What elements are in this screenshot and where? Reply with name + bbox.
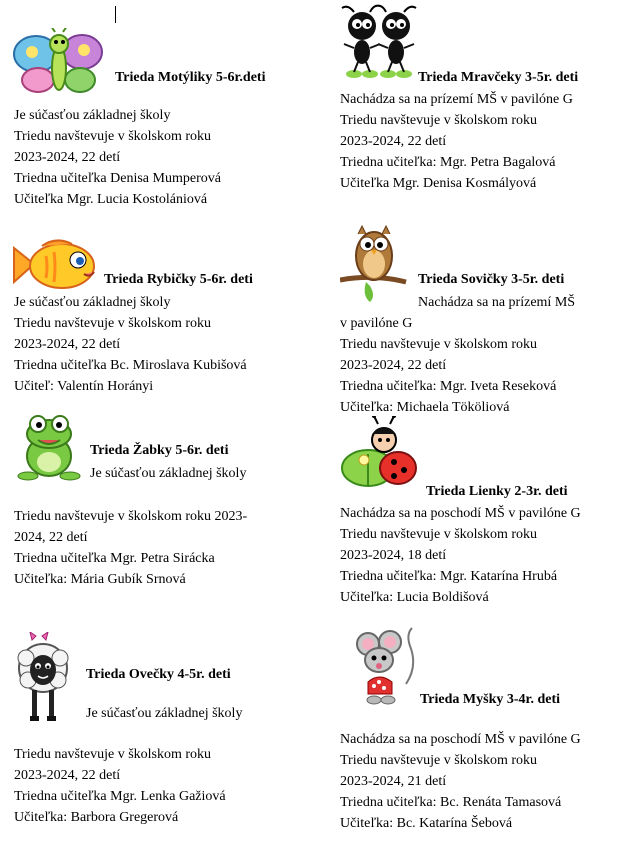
class-line: Triedu navštevuje v školskom roku <box>340 527 538 542</box>
class-line: 2023-2024, 22 detí <box>340 358 447 373</box>
class-line: Učiteľka: Michaela Tököliová <box>340 400 510 415</box>
sheep-icon <box>14 632 72 724</box>
class-line: Nachádza sa na prízemí MŠ v pavilóne G <box>340 92 573 107</box>
class-line: Učiteľka: Mária Gubík Srnová <box>14 572 186 587</box>
class-line: Triedu navštevuje v školskom roku <box>14 316 212 331</box>
class-title: Trieda Sovičky 3-5r. deti <box>418 272 565 287</box>
class-line: 2023-2024, 22 detí <box>14 768 121 783</box>
class-title: Trieda Žabky 5-6r. deti <box>90 443 229 458</box>
class-line: Triedu navštevuje v školskom roku <box>14 747 212 762</box>
class-line: Triedna učiteľka Denisa Mumperová <box>14 171 221 186</box>
fish-icon <box>12 236 102 294</box>
class-title: Trieda Myšky 3-4r. deti <box>420 692 560 707</box>
class-title: Trieda Ovečky 4-5r. deti <box>86 667 231 682</box>
class-line: Učiteľka Mgr. Denisa Kosmályová <box>340 176 537 191</box>
class-title: Trieda Mravčeky 3-5r. deti <box>418 70 579 85</box>
class-line: Nachádza sa na poschodí MŠ v pavilóne G <box>340 506 581 521</box>
class-line: 2023-2024, 18 detí <box>340 548 447 563</box>
class-line: 2023-2024, 22 detí <box>340 134 447 149</box>
frog-icon <box>16 412 82 482</box>
class-line: Triedna učiteľka Mgr. Lenka Gažiová <box>14 789 226 804</box>
class-line: Je súčasťou základnej školy <box>14 295 171 310</box>
class-line: Triedu navštevuje v školskom roku <box>340 337 538 352</box>
class-line: Triedna učiteľka Mgr. Petra Sirácka <box>14 551 215 566</box>
class-line: Učiteľka: Lucia Boldišová <box>340 590 489 605</box>
ladybug-icon <box>340 416 420 492</box>
class-line: Nachádza sa na poschodí MŠ v pavilóne G <box>340 732 581 747</box>
class-line: 2023-2024, 21 detí <box>340 774 447 789</box>
butterfly-icon <box>12 28 104 98</box>
class-title: Trieda Motýliky 5-6r.deti <box>115 70 266 85</box>
class-line: Triedna učiteľka: Mgr. Petra Bagalová <box>340 155 556 170</box>
class-title: Trieda Lienky 2-3r. deti <box>426 484 568 499</box>
class-line: v pavilóne G <box>340 316 413 331</box>
class-line: Učiteľka Mgr. Lucia Kostolániová <box>14 192 208 207</box>
class-line: Je súčasťou základnej školy <box>86 706 243 721</box>
class-line: Je súčasťou základnej školy <box>90 466 247 481</box>
class-line: 2023-2024, 22 detí <box>14 150 121 165</box>
class-line: Triedu navštevuje v školskom roku <box>340 753 538 768</box>
mouse-icon <box>350 626 418 706</box>
class-line: Triedna učiteľka: Mgr. Iveta Reseková <box>340 379 557 394</box>
class-line: Je súčasťou základnej školy <box>14 108 171 123</box>
class-line: Triedna učiteľka Bc. Miroslava Kubišová <box>14 358 247 373</box>
ants-icon <box>340 4 418 82</box>
class-title: Trieda Rybičky 5-6r. deti <box>104 272 253 287</box>
class-line: Triedna učiteľka: Mgr. Katarína Hrubá <box>340 569 558 584</box>
class-line: Učiteľka: Bc. Katarína Šebová <box>340 816 513 831</box>
class-line: Triedna učiteľka: Bc. Renáta Tamasová <box>340 795 562 810</box>
class-line: Triedu navštevuje v školskom roku <box>14 129 212 144</box>
class-line: 2023-2024, 22 detí <box>14 337 121 352</box>
class-line: Nachádza sa na prízemí MŠ <box>418 295 576 310</box>
class-line: 2024, 22 detí <box>14 530 88 545</box>
class-line: Triedu navštevuje v školskom roku 2023- <box>14 509 248 524</box>
class-line: Triedu navštevuje v školskom roku <box>340 113 538 128</box>
text-cursor <box>115 6 116 23</box>
class-line: Učiteľka: Barbora Gregerová <box>14 810 179 825</box>
owl-icon <box>340 222 408 304</box>
class-line: Učiteľ: Valentín Horányi <box>14 379 154 394</box>
